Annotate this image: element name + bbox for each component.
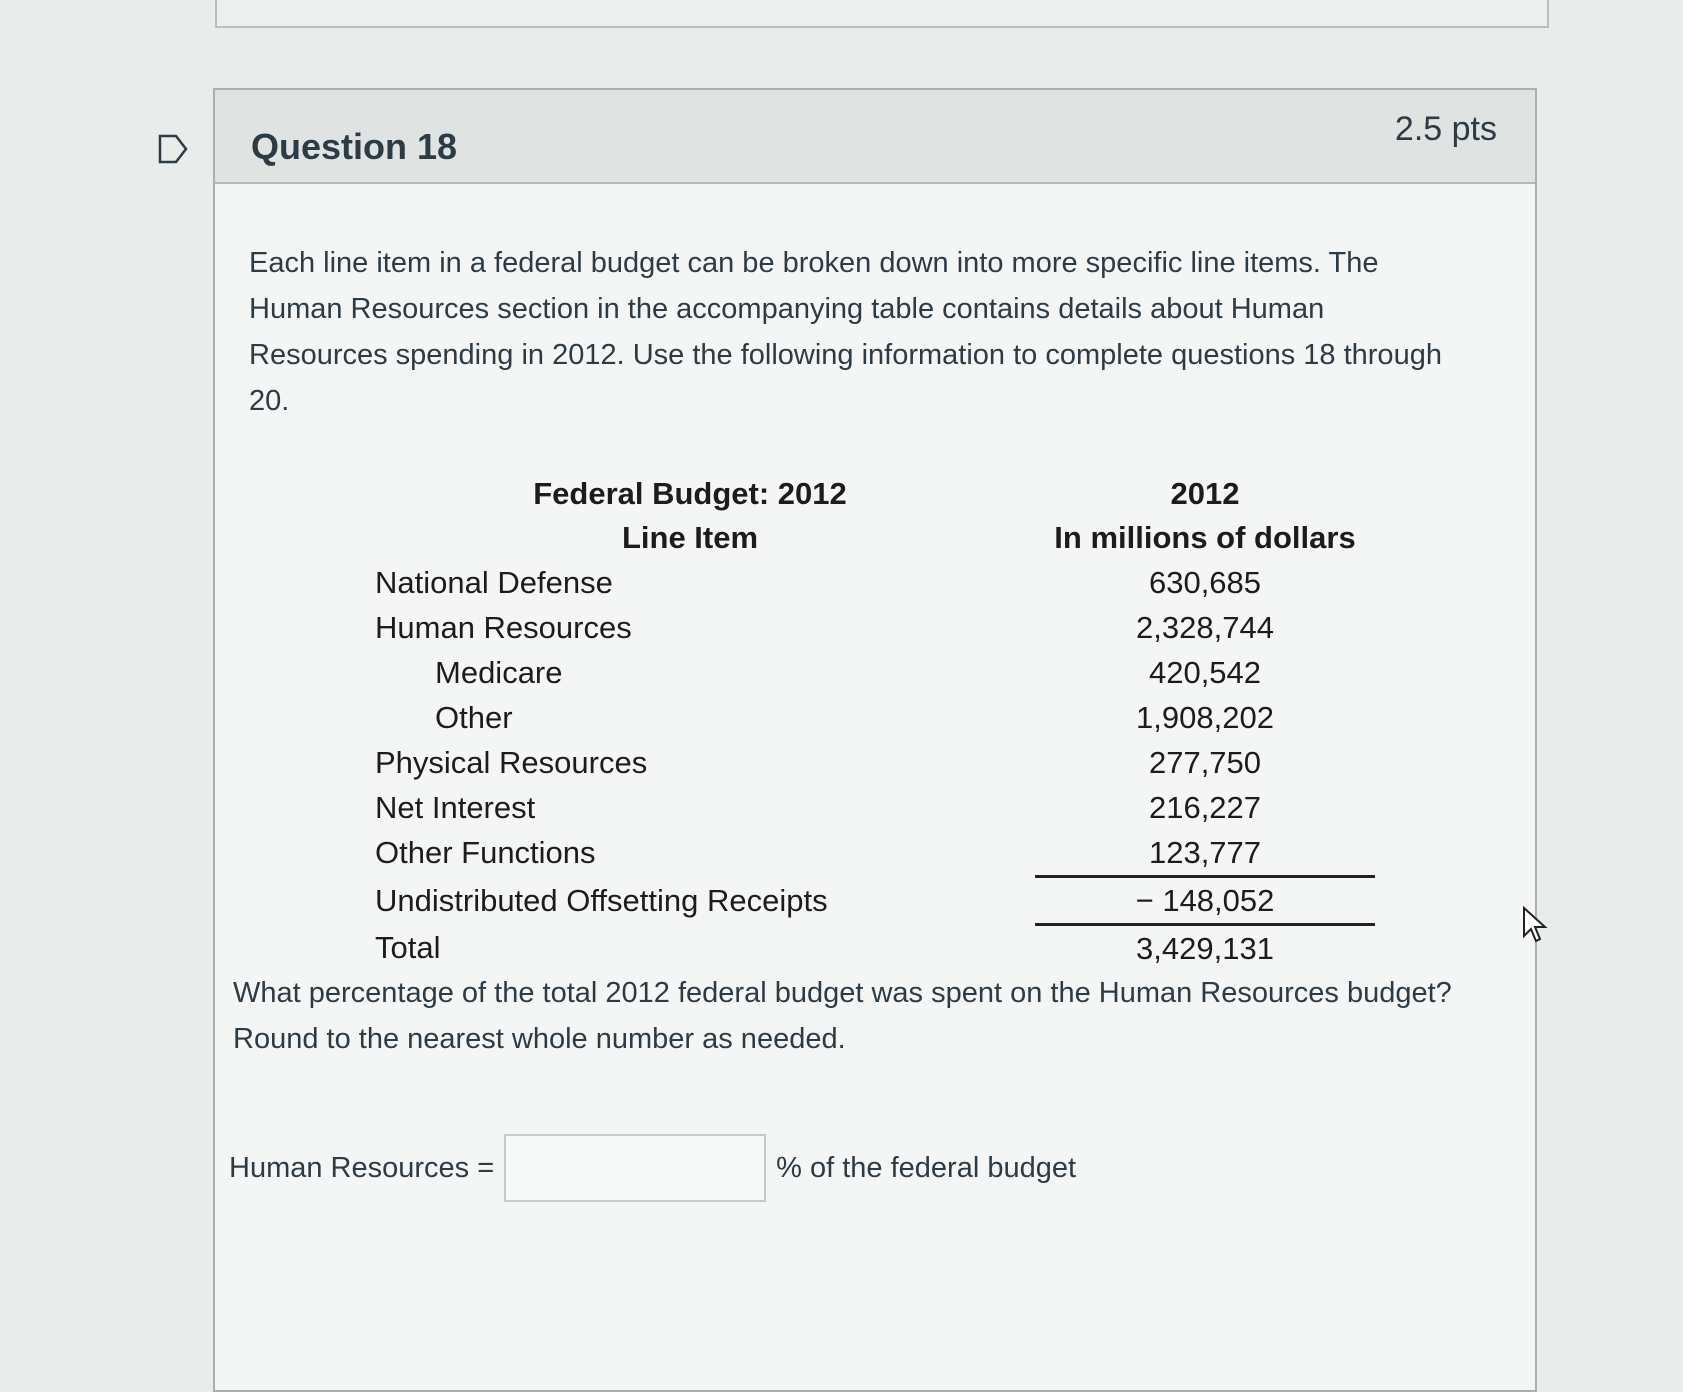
answer-row xyxy=(229,1134,1076,1202)
question-title: Question 18 xyxy=(251,126,458,167)
table-row xyxy=(375,605,1375,650)
table-header-row-2 xyxy=(375,516,1375,560)
table-row xyxy=(375,695,1375,740)
answer-label: Human Resources = xyxy=(229,1151,495,1184)
header-item-line1: Federal Budget: 2012 xyxy=(533,476,847,511)
table-row xyxy=(375,877,1375,925)
answer-input[interactable] xyxy=(504,1134,766,1202)
row-label: Other xyxy=(435,699,513,735)
row-label: Undistributed Offsetting Receipts xyxy=(375,882,828,918)
budget-table xyxy=(375,472,1375,971)
row-value: 1,908,202 xyxy=(1136,699,1274,735)
question-intro: Each line item in a federal budget can be broken down into more specific line items. The Human Resources section in the accompanying table contains details about Human Resources spending in 2012. Use the following information to complete questions 18 through 20. xyxy=(249,247,1442,417)
row-label: Net Interest xyxy=(375,789,536,825)
row-value: 3,429,131 xyxy=(1035,925,1375,972)
bookmark-icon[interactable] xyxy=(158,134,188,164)
question-card xyxy=(213,88,1537,1392)
header-item-line2: Line Item xyxy=(621,520,759,555)
row-value: 2,328,744 xyxy=(1136,609,1274,645)
row-label: Other Functions xyxy=(375,835,596,871)
row-label: National Defense xyxy=(375,564,613,600)
question-body xyxy=(249,240,1449,424)
row-value: − 148,052 xyxy=(1035,877,1375,925)
table-row xyxy=(375,560,1375,605)
row-value: 277,750 xyxy=(1148,744,1262,780)
row-value: 216,227 xyxy=(1148,789,1262,825)
header-value-line1: 2012 xyxy=(1170,476,1240,511)
question-header xyxy=(215,90,1535,184)
header-value-line2: In millions of dollars xyxy=(1054,520,1356,555)
previous-question-box xyxy=(215,0,1549,28)
table-row-total xyxy=(375,925,1375,972)
table-row xyxy=(375,650,1375,695)
row-value: 420,542 xyxy=(1148,654,1262,690)
mouse-pointer-icon xyxy=(1522,906,1548,946)
row-label: Human Resources xyxy=(375,609,632,645)
row-label: Total xyxy=(375,929,441,965)
row-value: 630,685 xyxy=(1148,564,1262,600)
table-row xyxy=(375,740,1375,785)
table-header-row-1 xyxy=(375,472,1375,516)
answer-suffix: % of the federal budget xyxy=(776,1151,1077,1184)
question-prompt: What percentage of the total 2012 federal budget was spent on the Human Resources budget? Round to the nearest whole number as needed. xyxy=(233,977,1452,1055)
table-row xyxy=(375,785,1375,830)
question-points: 2.5 pts xyxy=(1394,110,1497,148)
row-value: 123,777 xyxy=(1148,834,1262,870)
row-label: Physical Resources xyxy=(375,744,648,780)
row-label: Medicare xyxy=(435,654,563,690)
table-row xyxy=(375,830,1375,877)
